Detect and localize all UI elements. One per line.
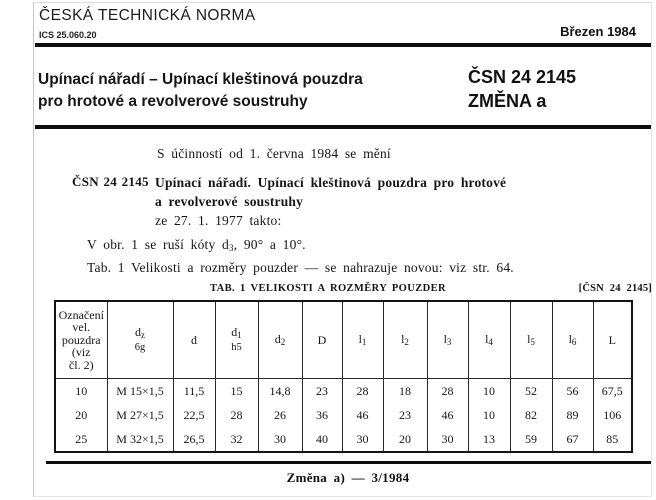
col-header-line: pouzdra xyxy=(61,332,101,347)
table-cell: 82 xyxy=(510,403,552,427)
table-cell: 10 xyxy=(468,379,510,404)
table-caption: TAB. 1 VELIKOSTI A ROZMĚRY POUZDER xyxy=(210,283,446,294)
col-header-D xyxy=(302,301,342,379)
col-header-designation xyxy=(55,301,107,379)
standard-number: ČSN 24 2145 xyxy=(468,67,577,87)
referenced-standard-number: ČSN 24 2145 xyxy=(72,174,149,189)
col-header-line: (viz xyxy=(71,345,91,360)
dimensions-table xyxy=(54,300,633,453)
table-cell: 59 xyxy=(510,427,552,452)
table-row xyxy=(55,403,632,427)
figure-change-note xyxy=(87,237,306,253)
table-cell: 13 xyxy=(468,427,510,452)
table-cell: 36 xyxy=(302,403,342,427)
bottom-rule xyxy=(46,461,651,464)
table-cell: 10 xyxy=(468,403,510,427)
table-cell: 89 xyxy=(552,403,593,427)
dimension-symbol: L xyxy=(608,332,616,347)
table-row xyxy=(55,379,632,404)
header-rule xyxy=(35,43,651,47)
dimension-symbol: $l_6$ xyxy=(568,331,577,347)
col-header-line: čl. 2) xyxy=(68,357,94,372)
table-cell: 14,8 xyxy=(258,379,302,404)
col-header-line: Označení xyxy=(58,307,104,322)
change-label: ZMĚNA a xyxy=(468,91,547,111)
table-cell: M 27×1,5 xyxy=(107,403,173,427)
col-header-l1 xyxy=(342,301,383,379)
col-header-L xyxy=(593,301,632,379)
dimension-symbol: $l_5$ xyxy=(527,331,535,347)
dimension-symbol: $l_3$ xyxy=(443,331,452,347)
table-cell: 32 xyxy=(215,427,258,452)
table-cell: 56 xyxy=(552,379,593,404)
referenced-title-line1: Upínací nářadí. Upínací kleštinová pouzdra pro hrotové xyxy=(155,175,507,190)
table-cell: 30 xyxy=(427,427,468,452)
table-cell: 106 xyxy=(603,407,622,422)
col-header-d1 xyxy=(215,301,258,379)
dimension-symbol: d xyxy=(191,332,197,347)
col-header-line: vel. xyxy=(72,320,91,335)
dimension-symbol: $d_z$ xyxy=(135,325,145,340)
dimension-symbol: $d_2$ xyxy=(274,331,286,347)
tolerance-class: 6g xyxy=(134,342,146,353)
col-header-d xyxy=(173,301,215,379)
document-title-line1: Upínací nářadí – Upínací kleštinová pouzdra xyxy=(38,71,363,88)
col-header-d2 xyxy=(258,301,302,379)
dimension-symbol: D xyxy=(317,332,327,347)
table-cell: 30 xyxy=(342,427,383,452)
referenced-issue-date: ze 27. 1. 1977 takto: xyxy=(155,213,282,228)
table-cell: 28 xyxy=(342,379,383,404)
table-cell: 28 xyxy=(215,403,258,427)
table-cell: 25 xyxy=(55,427,107,452)
issue-month: Březen 1984 xyxy=(560,24,636,39)
table-cell: 28 xyxy=(427,379,468,404)
footer-change-id: Změna a) — 3/1984 xyxy=(286,470,410,485)
col-header-l2 xyxy=(383,301,427,379)
table-cell: M 15×1,5 xyxy=(107,379,173,404)
dimension-symbol: $l_4$ xyxy=(485,331,493,347)
table-cell: 15 xyxy=(215,379,258,404)
table-cell: 18 xyxy=(383,379,427,404)
table-cell: 67,5 xyxy=(601,383,623,398)
figure-note-subscript: 3 xyxy=(228,243,234,253)
table-cell: 67 xyxy=(552,427,593,452)
table-cell: 20 xyxy=(55,403,107,427)
table-cell: 11,5 xyxy=(173,379,215,404)
col-header-l4 xyxy=(468,301,510,379)
figure-note-suffix: , 90° a 10°. xyxy=(233,237,306,252)
document-title-line2: pro hrotové a revolverové soustruhy xyxy=(38,93,308,110)
col-header-l3 xyxy=(427,301,468,379)
table-cell: 52 xyxy=(510,379,552,404)
dimension-symbol: $d_1$ xyxy=(231,325,242,340)
table-cell: 46 xyxy=(342,403,383,427)
document-title xyxy=(38,69,363,113)
table-cell: 40 xyxy=(302,427,342,452)
standard-designation xyxy=(468,65,576,113)
table-cell: M 32×1,5 xyxy=(107,427,173,452)
tolerance-class: h5 xyxy=(231,342,242,353)
table-row xyxy=(55,427,632,452)
dimension-symbol: $l_2$ xyxy=(401,331,409,347)
table-caption-reference: [ČSN 24 2145] xyxy=(578,283,652,294)
table-cell: 22,5 xyxy=(173,403,215,427)
table-cell: 23 xyxy=(383,403,427,427)
effectivity-note: S účinností od 1. června 1984 se mění xyxy=(157,146,391,161)
table-cell: 23 xyxy=(302,379,342,404)
title-rule xyxy=(35,125,651,129)
table-cell: 26 xyxy=(258,403,302,427)
table-cell: 30 xyxy=(258,427,302,452)
table-cell: 20 xyxy=(383,427,427,452)
table-change-note: Tab. 1 Velikosti a rozměry pouzder — se nahrazuje novou: viz str. 64. xyxy=(87,260,514,275)
referenced-title-line2: a revolverové soustruhy xyxy=(155,194,304,209)
authority-title: ČESKÁ TECHNICKÁ NORMA xyxy=(39,7,256,24)
col-header-dz xyxy=(107,301,173,379)
dimension-symbol: $l_1$ xyxy=(358,331,367,347)
col-header-l6 xyxy=(552,301,593,379)
table-cell: 26,5 xyxy=(173,427,215,452)
col-header-l5 xyxy=(510,301,552,379)
table-cell: 46 xyxy=(427,403,468,427)
table-cell: 10 xyxy=(55,379,107,404)
referenced-standard-title xyxy=(155,173,575,230)
ics-code: ICS 25.060.20 xyxy=(39,30,97,40)
figure-note-text: V obr. 1 se ruší kóty d xyxy=(87,237,229,252)
table-cell: 85 xyxy=(606,431,619,446)
table-header-row xyxy=(55,301,632,379)
